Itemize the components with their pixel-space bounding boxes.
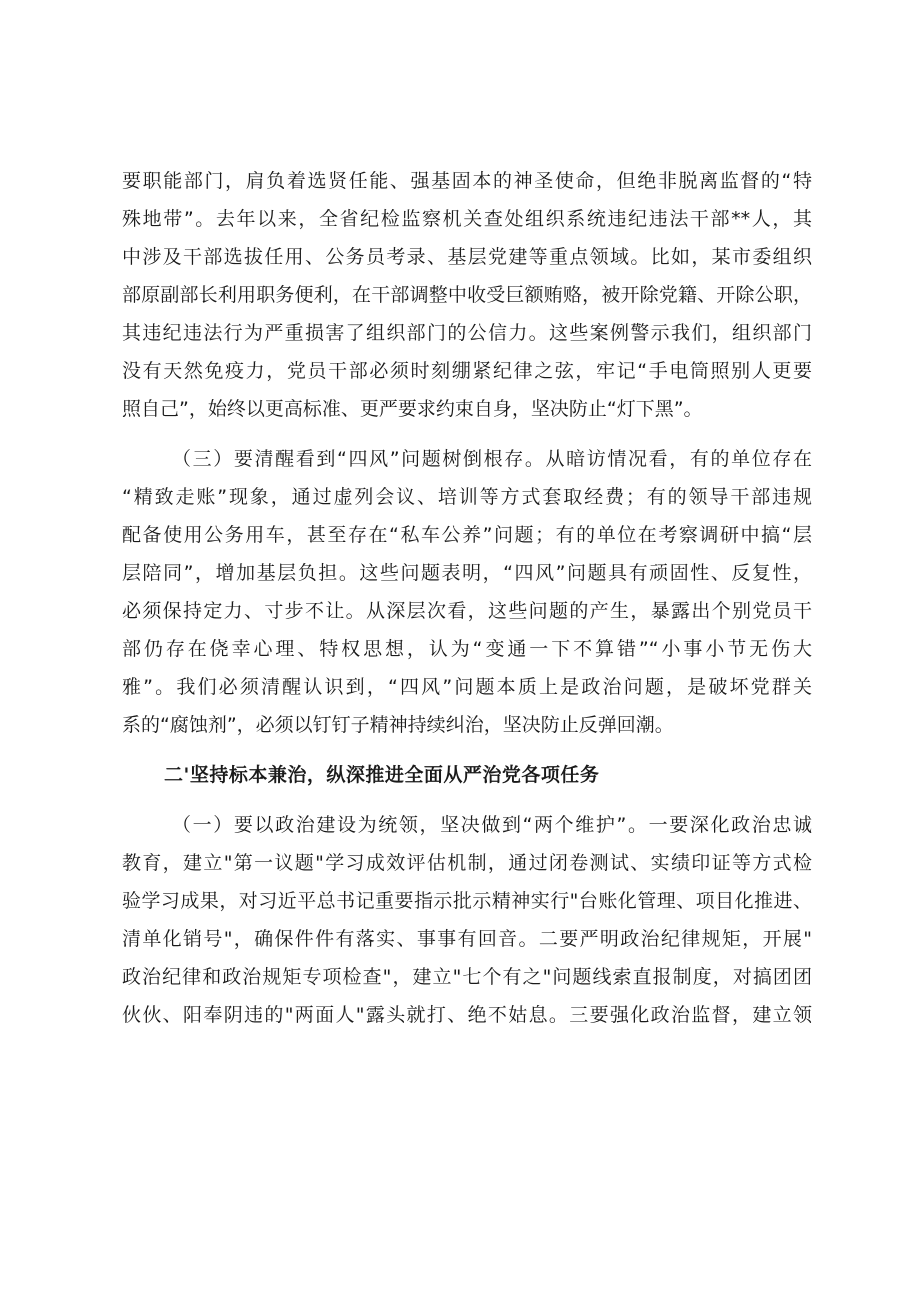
text-line: 清单化销号"，确保件件有落实、事事有回音。二要严明政治纪律规矩，开展" xyxy=(122,928,812,950)
text-line: 雅”。我们必须清醒认识到，“四风”问题本质上是政治问题，是破坏党群关 xyxy=(122,676,812,698)
text-line: 中涉及干部选拔任用、公务员考录、基层党建等重点领域。比如，某市委组织 xyxy=(122,246,812,268)
text-line: （一）要以政治建设为统领，坚决做到“两个维护”。一要深化政治忠诚 xyxy=(172,814,812,836)
text-line: 殊地带”。去年以来，全省纪检监察机关查处组织系统违纪违法干部**人，其 xyxy=(122,208,812,230)
text-line: 没有天然免疫力，党员干部必须时刻绷紧纪律之弦，牢记“手电筒照别人更要 xyxy=(122,360,812,382)
text-line: 部仍存在侥幸心理、特权思想，认为“变通一下不算错”“小事小节无伤大 xyxy=(122,638,812,660)
text-line: 要职能部门，肩负着选贤任能、强基固本的神圣使命，但绝非脱离监督的“特 xyxy=(122,170,812,192)
text-line: 验学习成果，对习近平总书记重要指示批示精神实行"台账化管理、项目化推进、 xyxy=(122,890,812,912)
paragraph-spacer xyxy=(122,744,812,756)
text-line: 系的“腐蚀剂”，必须以钉钉子精神持续纠治，坚决防止反弹回潮。 xyxy=(122,714,674,736)
text-line: （三）要清醒看到“四风”问题树倒根存。从暗访情况看，有的单位存在 xyxy=(172,448,812,470)
text-line: 必须保持定力、寸步不让。从深层次看，这些问题的产生，暴露出个别党员干 xyxy=(122,600,812,622)
paragraph-2 xyxy=(122,440,812,744)
text-line: 配备使用公务用车，甚至存在“私车公养”问题；有的单位在考察调研中搞“层 xyxy=(122,524,812,546)
section-heading: 二'坚持标本兼治，纵深推进全面从严治党各项任务 xyxy=(164,764,600,786)
text-line: 伙伙、阳奉阴违的"两面人"露头就打、绝不姑息。三要强化政治监督，建立领 xyxy=(122,1004,812,1026)
text-line: 其违纪违法行为严重损害了组织部门的公信力。这些案例警示我们，组织部门 xyxy=(122,322,812,344)
text-line: 照自己”，始终以更高标准、更严要求约束自身，坚决防止“灯下黑”。 xyxy=(122,398,703,420)
text-line: 部原副部长利用职务便利，在干部调整中收受巨额贿赂，被开除党籍、开除公职， xyxy=(122,284,812,306)
text-line: 政治纪律和政治规矩专项检查"，建立"七个有之"问题线索直报制度，对搞团团 xyxy=(122,966,812,988)
paragraph-1 xyxy=(122,162,812,428)
paragraph-spacer xyxy=(122,794,812,806)
text-line: 教育，建立"第一议题"学习成效评估机制，通过闭卷测试、实绩印证等方式检 xyxy=(122,852,812,874)
text-line: “精致走账”现象，通过虚列会议、培训等方式套取经费；有的领导干部违规 xyxy=(122,486,812,508)
paragraph-3 xyxy=(122,806,812,1034)
paragraph-spacer xyxy=(122,428,812,440)
document-body xyxy=(122,162,812,1034)
text-line: 层陪同”，增加基层负担。这些问题表明，“四风”问题具有顽固性、反复性， xyxy=(122,562,812,584)
